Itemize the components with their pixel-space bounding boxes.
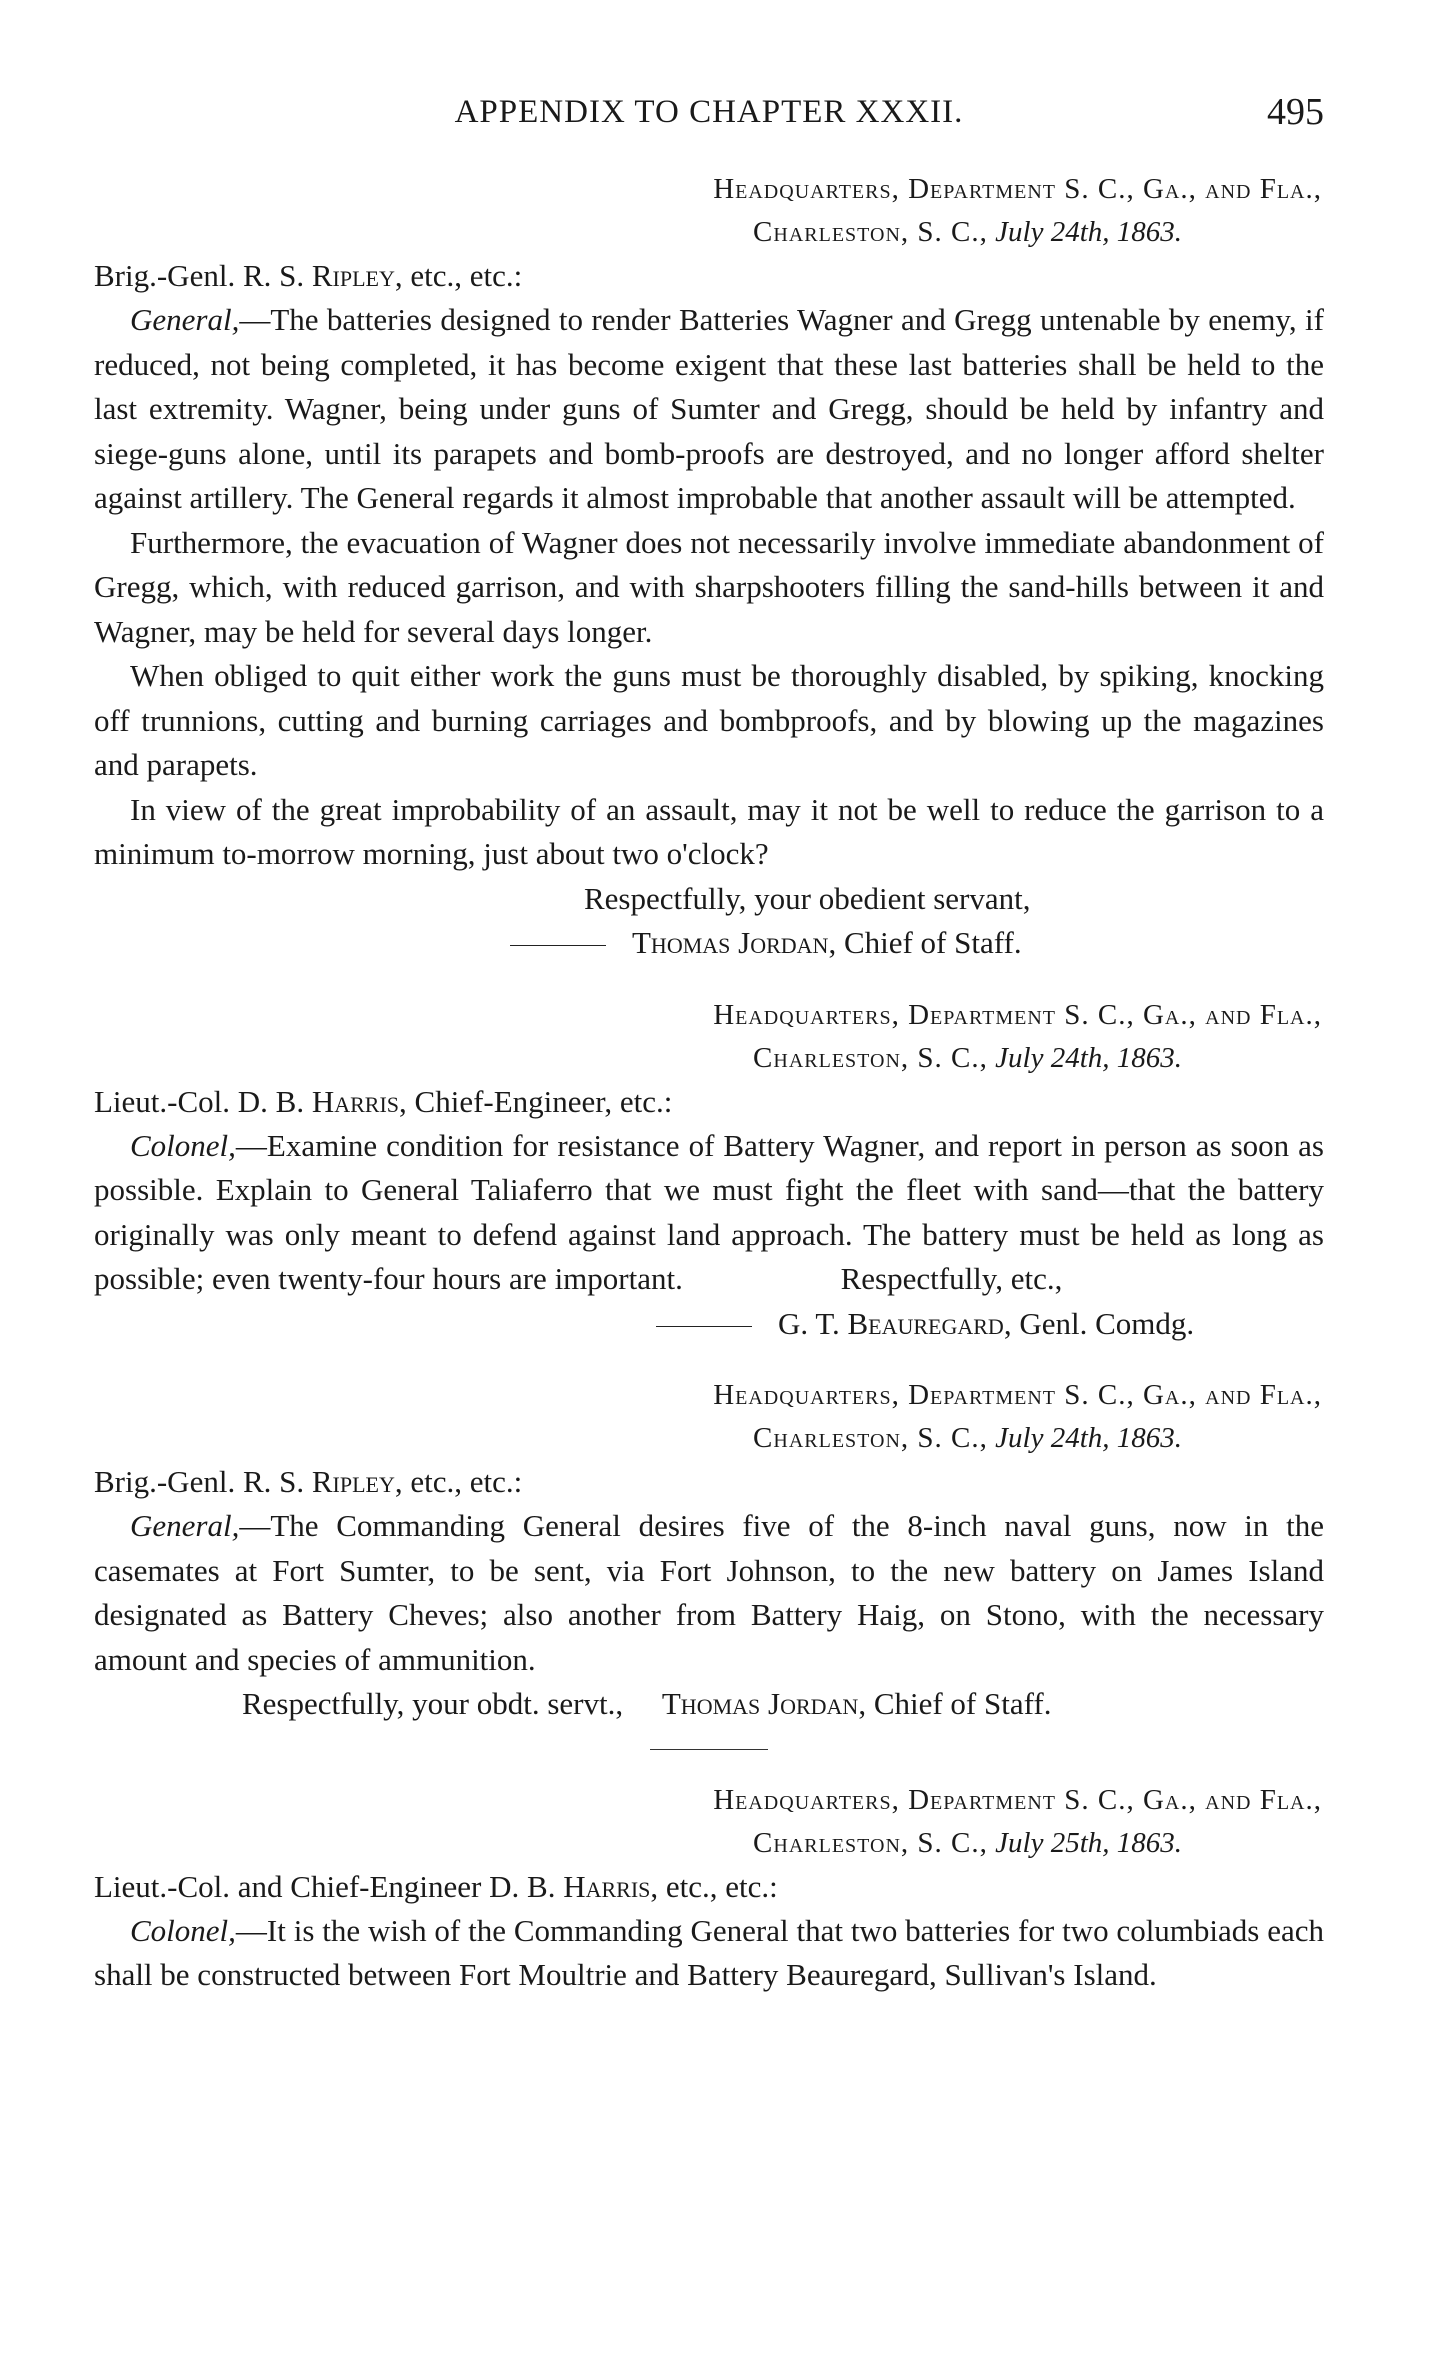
addressee-rank: Lieut.-Col. and Chief-Engineer D. B. (94, 1868, 564, 1904)
paragraph (94, 1124, 1324, 1302)
place: Charleston, S. C., (753, 1826, 988, 1859)
signature (94, 921, 1324, 966)
addressee (94, 254, 1324, 298)
signature-title: , Chief of Staff. (828, 925, 1022, 960)
letter-heading: Headquarters, Department S. C., Ga., and Fla., (713, 1783, 1322, 1816)
addressee-suffix: , etc., etc.: (394, 258, 523, 293)
addressee-name: Harris (311, 1083, 400, 1119)
addressee-name: Harris (563, 1868, 651, 1904)
letter-place-date (94, 211, 1324, 254)
letter-1 (94, 168, 1324, 966)
addressee-suffix: , Chief-Engineer, etc.: (399, 1083, 673, 1119)
signature (94, 1302, 1324, 1347)
addressee-rank: Brig.-Genl. R. S. (94, 258, 312, 293)
running-title: APPENDIX TO CHAPTER XXXII. (454, 94, 964, 130)
date: July 24th, 1863. (995, 1422, 1182, 1454)
closing: Respectfully, your obdt. servt., (242, 1686, 624, 1721)
paragraph (94, 788, 1324, 877)
signature-title: , Chief of Staff. (858, 1686, 1052, 1721)
signature-rule (656, 1326, 752, 1327)
letter-4 (94, 1779, 1324, 1998)
signature-title: , Genl. Comdg. (1003, 1305, 1195, 1341)
signature-name: Thomas Jordan (661, 1686, 859, 1721)
paragraph-text: —Examine condition for resistance of Battery Wagner, and report in person as soon as possible. Explain to General Taliaferro that we must fight the fleet with sand—that the battery originally was only meant to defend against land approach. The battery must be held as long as possible; even twenty-four hours are important. (94, 1127, 1324, 1296)
paragraph-text: Furthermore, the evacuation of Wagner does not necessarily involve immediate abandonment of Gregg, which, with reduced garrison, and with sharpshooters filling the sand-hills between it and Wagner, may be held for several days longer. (94, 524, 1324, 649)
place: Charleston, S. C., (753, 1041, 988, 1074)
page-number: 495 (1267, 91, 1324, 133)
closing: Respectfully, etc., (840, 1261, 1063, 1296)
letter-3 (94, 1374, 1324, 1727)
paragraph (94, 654, 1324, 788)
signature-name: G. T. Beauregard (778, 1305, 1004, 1341)
date: July 25th, 1863. (995, 1826, 1182, 1859)
addressee (94, 1865, 1324, 1909)
addressee-name: Ripley (311, 1464, 395, 1499)
salutation: General, (130, 302, 240, 337)
paragraph (94, 298, 1324, 521)
page-header (94, 86, 1324, 136)
addressee (94, 1460, 1324, 1504)
date: July 24th, 1863. (995, 216, 1182, 248)
letter-place-date (94, 1037, 1324, 1080)
closing: Respectfully, your obedient servant, (584, 880, 1031, 916)
addressee-suffix: , etc., etc.: (394, 1464, 523, 1499)
closing-and-signature (94, 1682, 1324, 1727)
paragraph (94, 1909, 1324, 1998)
letter-heading: Headquarters, Department S. C., Ga., and Fla., (713, 1379, 1322, 1411)
letter-2 (94, 994, 1324, 1347)
letter-place-date (94, 1417, 1324, 1460)
letter-heading: Headquarters, Department S. C., Ga., and Fla., (713, 173, 1322, 205)
addressee-rank: Lieut.-Col. D. B. (94, 1083, 312, 1119)
salutation: Colonel, (130, 1127, 236, 1163)
signature-rule (510, 945, 606, 946)
paragraph-text: —The Commanding General desires five of the 8-inch naval guns, now in the casemates at Fort Sumter, to be sent, via Fort Johnson, to the new battery on James Island designated as Battery Cheves; also another from Battery Haig, on Stono, with the necessary amount and species of ammunition. (94, 1508, 1324, 1677)
paragraph-text: When obliged to quit either work the guns must be thoroughly disabled, by spiking, knocking off trunnions, cutting and burning carriages and bombproofs, and by blowing up the magazines and parapets. (94, 658, 1324, 782)
letter-place-date (94, 1822, 1324, 1865)
paragraph-text: In view of the great improbability of an assault, may it not be well to reduce the garrison to a minimum to-morrow morning, just about two o'clock? (94, 791, 1324, 871)
paragraph-text: —It is the wish of the Commanding General that two batteries for two columbiads each shall be constructed between Fort Moultrie and Battery Beauregard, Sullivan's Island. (94, 1912, 1324, 1992)
place: Charleston, S. C., (753, 1422, 988, 1454)
letter-heading: Headquarters, Department S. C., Ga., and Fla., (713, 998, 1322, 1031)
paragraph-text: —The batteries designed to render Batteries Wagner and Gregg untenable by enemy, if reduced, not being completed, it has become exigent that these last batteries shall be held to the last extremity. Wagner, being under guns of Sumter and Gregg, should be held by infantry and siege-guns alone, until its parapets and bomb-proofs are destroyed, and no longer afford shelter against artillery. The General regards it almost improbable that another assault will be attempted. (94, 302, 1324, 515)
salutation: Colonel, (130, 1912, 236, 1948)
paragraph (94, 521, 1324, 655)
addressee (94, 1080, 1324, 1124)
salutation: General, (130, 1508, 240, 1543)
addressee-name: Ripley (311, 258, 395, 293)
paragraph (94, 1504, 1324, 1682)
addressee-rank: Brig.-Genl. R. S. (94, 1464, 312, 1499)
addressee-suffix: , etc., etc.: (650, 1868, 778, 1904)
place: Charleston, S. C., (753, 216, 988, 248)
date: July 24th, 1863. (995, 1041, 1182, 1074)
letters (94, 168, 1324, 1998)
signature-name: Thomas Jordan (632, 925, 829, 960)
